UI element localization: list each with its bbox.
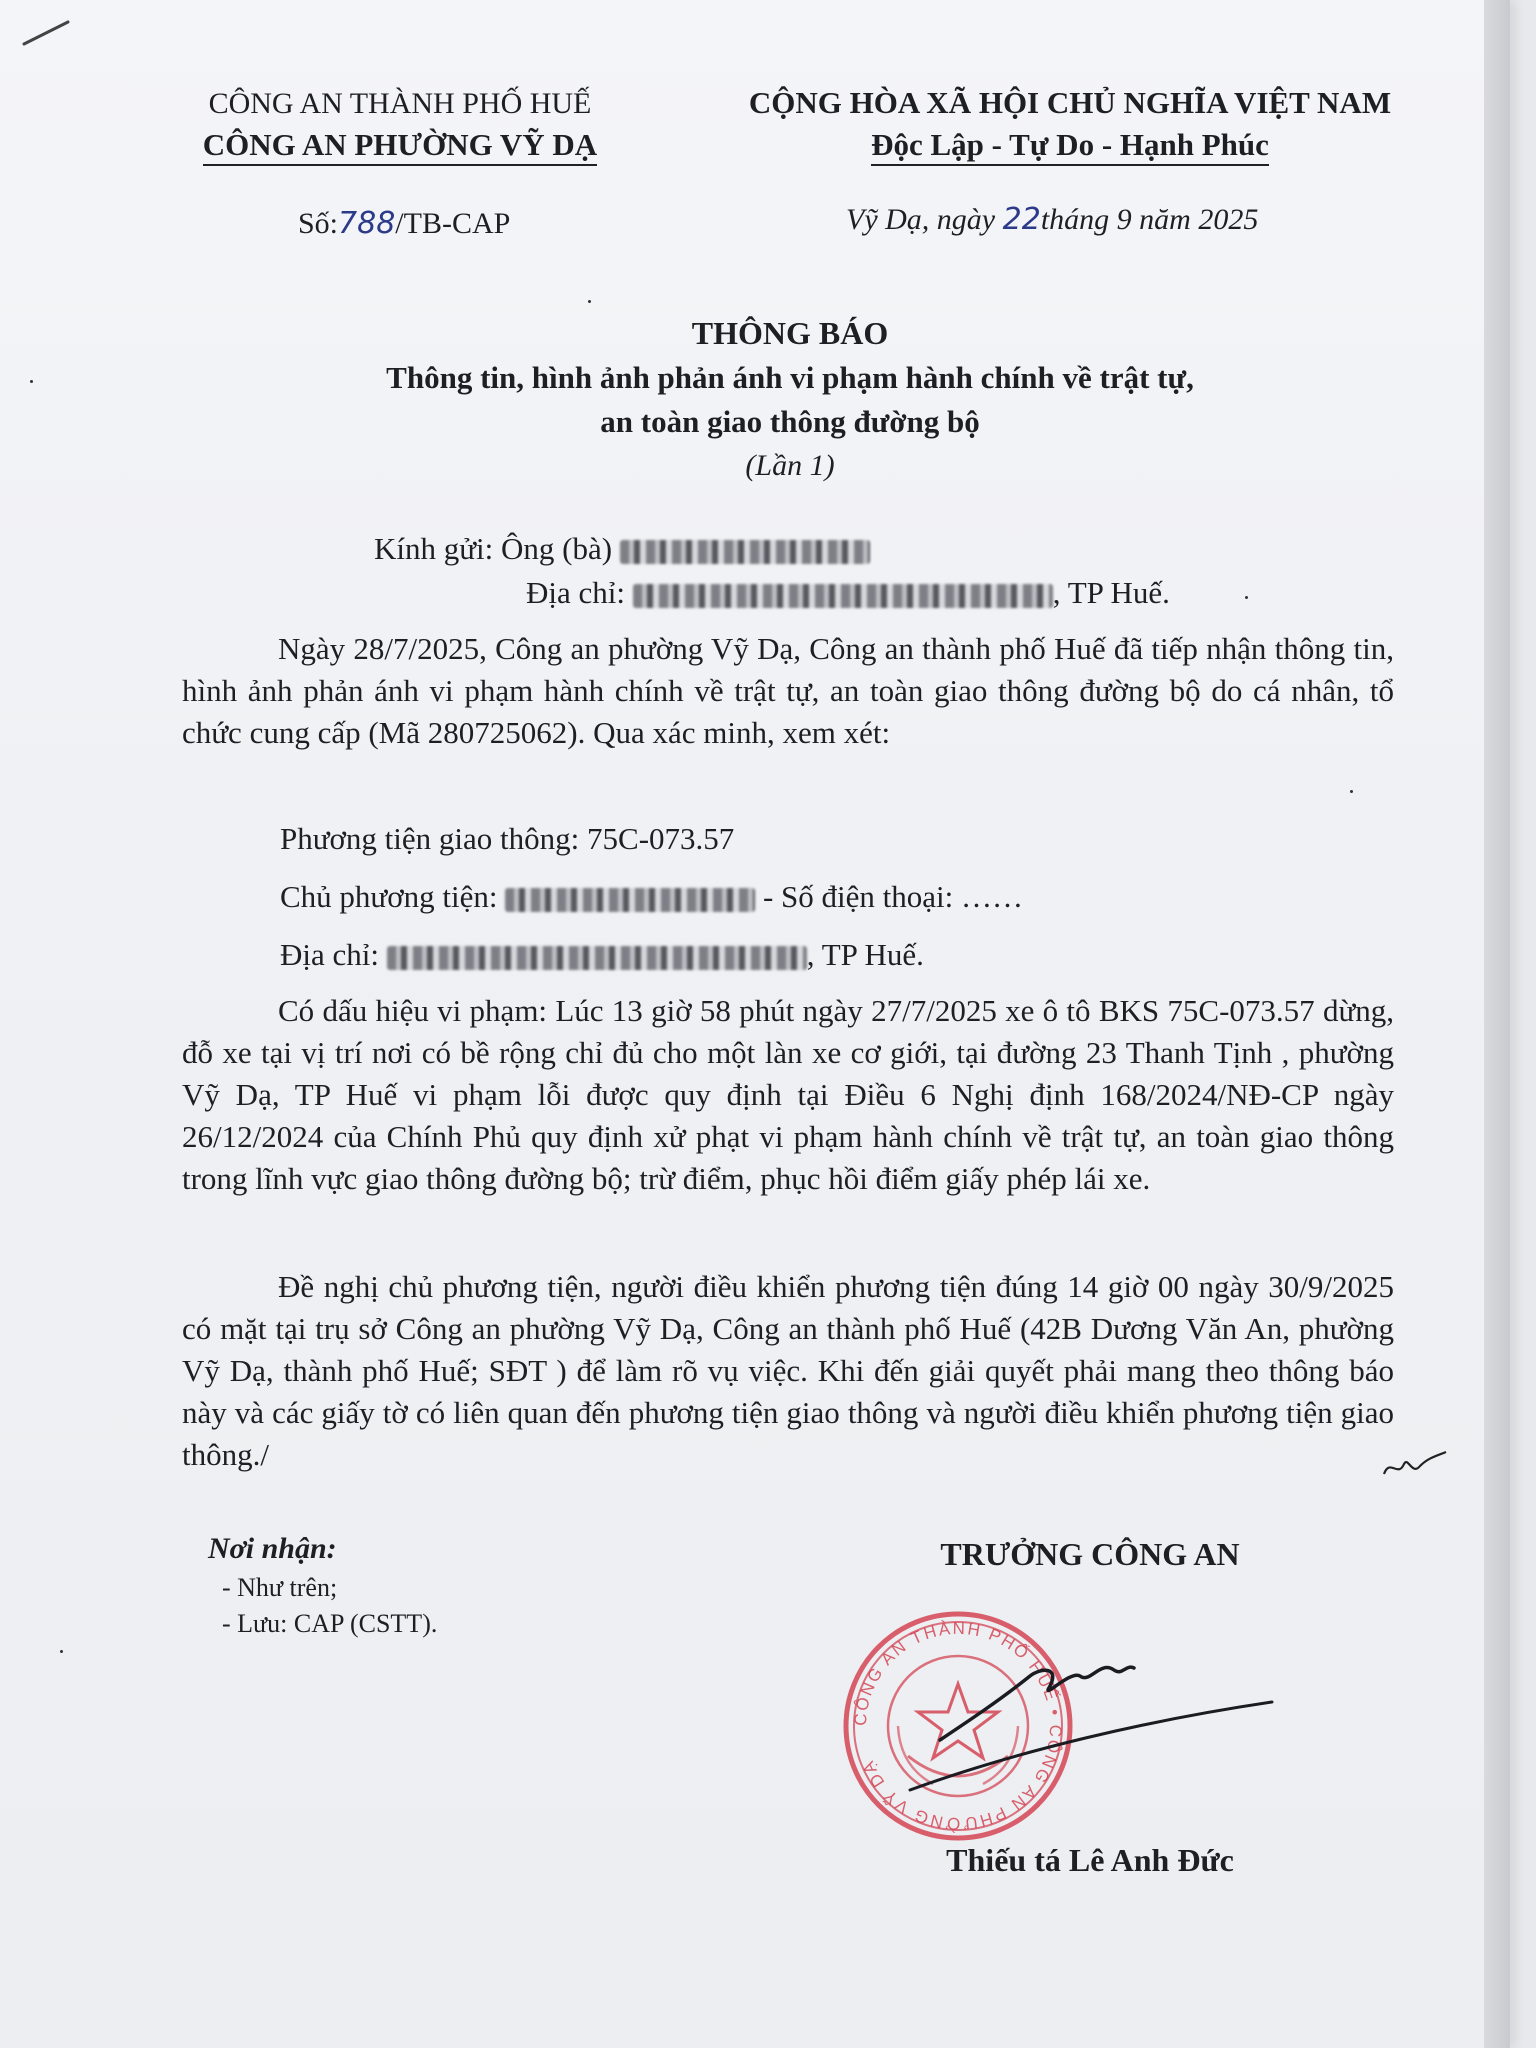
distribution-list	[208, 1528, 437, 1642]
recipient-address: Địa chỉ: , TP Huế.	[526, 575, 1170, 610]
redacted-owner-address	[387, 946, 807, 970]
speck	[588, 300, 591, 303]
speck	[1245, 596, 1248, 599]
recipient-line: Kính gửi: Ông (bà)	[374, 528, 870, 570]
national-motto: Độc Lập - Tự Do - Hạnh Phúc	[871, 127, 1269, 166]
vehicle-line: Phương tiện giao thông: 75C-073.57	[280, 821, 735, 856]
handwritten-day: 22	[1002, 202, 1041, 237]
owner-line: Chủ phương tiện: - Số điện thoại: ……	[280, 879, 1024, 914]
owner-address-line: Địa chỉ: , TP Huế.	[280, 937, 924, 972]
national-header	[700, 82, 1440, 166]
distribution-item: - Như trên;	[222, 1573, 338, 1602]
speck	[30, 380, 33, 383]
title-subtitle-2: an toàn giao thông đường bộ	[600, 404, 980, 439]
redacted-address	[633, 584, 1053, 608]
title-attempt: (Lần 1)	[745, 449, 835, 482]
handwritten-number: 788	[338, 206, 396, 241]
issue-date: Vỹ Dạ, ngày 22tháng 9 năm 2025	[846, 202, 1259, 237]
agency-name: CÔNG AN PHƯỜNG VỸ DẠ	[203, 127, 597, 166]
paragraph-request: Đề nghị chủ phương tiện, người điều khiển phương tiện đúng 14 giờ 00 ngày 30/9/2025 có mặt tại trụ sở Công an phường Vỹ Dạ, Công an thành phố Huế (42B Dương Văn An, phường Vỹ Dạ, thành phố Huế; SĐT ) để làm rõ vụ việc. Khi đến giải quyết phải mang theo thông báo này và các giấy tờ có liên quan đến phương tiện giao thông và người điều khiển phương tiện giao thông./	[182, 1269, 1394, 1472]
agency-parent: CÔNG AN THÀNH PHỐ HUẾ	[208, 87, 592, 120]
speck	[60, 1650, 63, 1653]
redacted-name	[620, 540, 870, 564]
title-subtitle-1: Thông tin, hình ảnh phản ánh vi phạm hành chính về trật tự,	[386, 360, 1194, 395]
initials-paraph	[1380, 1448, 1450, 1488]
paragraph-intro: Ngày 28/7/2025, Công an phường Vỹ Dạ, Công an thành phố Huế đã tiếp nhận thông tin, hình ảnh phản ánh vi phạm hành chính về trật tự, an toàn giao thông đường bộ do cá nhân, tổ chức cung cấp (Mã 280725062). Qua xác minh, xem xét:	[182, 631, 1394, 750]
distribution-item: - Lưu: CAP (CSTT).	[222, 1609, 438, 1638]
signer-name: Thiếu tá Lê Anh Đức	[946, 1842, 1234, 1878]
handwritten-signature	[900, 1640, 1280, 1800]
paragraph-violation: Có dấu hiệu vi phạm: Lúc 13 giờ 58 phút ngày 27/7/2025 xe ô tô BKS 75C-073.57 dừng, đỗ xe tại vị trí nơi có bề rộng chỉ đủ cho một làn xe cơ giới, tại đường 23 Thanh Tịnh , phường Vỹ Dạ, TP Huế vi phạm lỗi được quy định tại Điều 6 Nghị định 168/2024/NĐ-CP ngày 26/12/2024 của Chính Phủ quy định xử phạt vi phạm hành chính về trật tự, an toàn giao thông trong lĩnh vực giao thông đường bộ; trừ điểm, phục hồi điểm giấy phép lái xe.	[182, 993, 1394, 1196]
page-edge-shadow	[1484, 0, 1510, 2048]
pen-stroke-mark	[22, 18, 72, 48]
redacted-owner	[505, 888, 755, 912]
svg-text:CÔNG AN THÀNH PHỐ HUẾ • CÔNG A: CÔNG AN THÀNH PHỐ HUẾ • CÔNG AN PHƯỜNG VỸ DẠ	[850, 1618, 1066, 1834]
distribution-title: Nơi nhận:	[208, 1532, 337, 1565]
document-number: Số:788/TB-CAP	[298, 206, 511, 241]
document-title	[160, 310, 1420, 488]
speck	[1350, 790, 1353, 793]
country-name: CỘNG HÒA XÃ HỘI CHỦ NGHĨA VIỆT NAM	[748, 85, 1392, 120]
title-main: THÔNG BÁO	[691, 315, 889, 351]
agency-header	[150, 84, 650, 166]
signer-position: TRƯỞNG CÔNG AN	[940, 1536, 1240, 1572]
